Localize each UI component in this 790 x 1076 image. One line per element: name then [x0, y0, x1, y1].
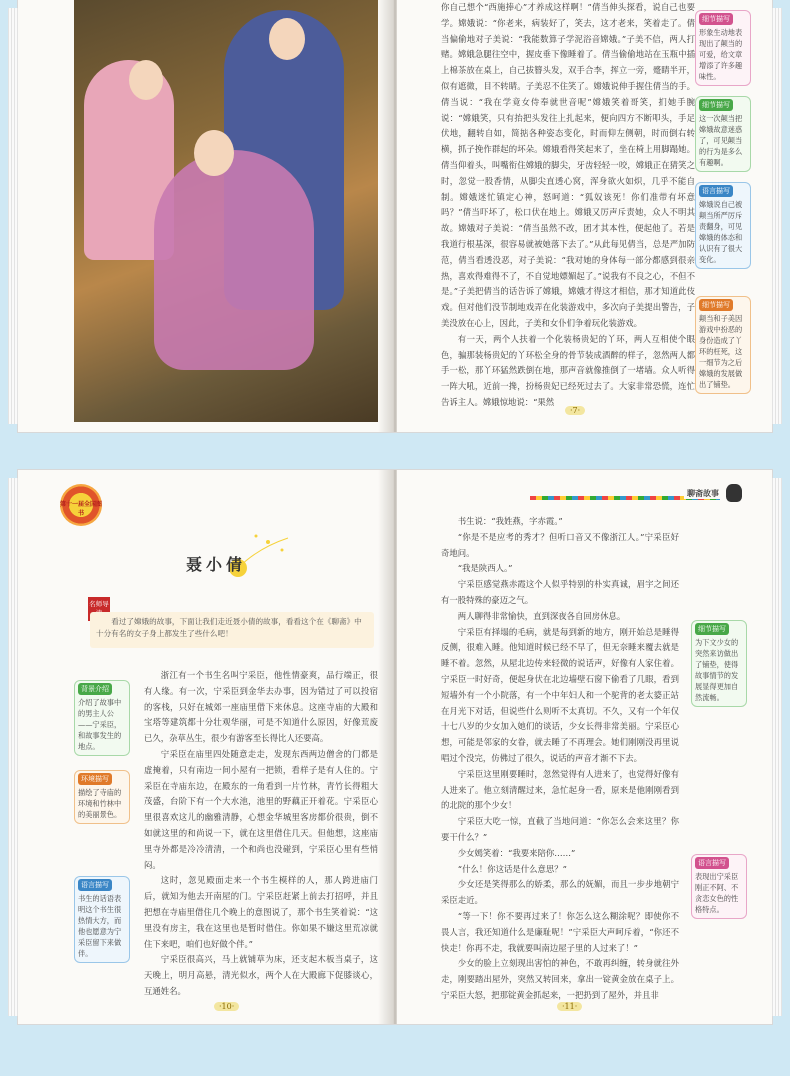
teacher-guide-tag: 名师导 — [88, 597, 110, 621]
annotation-note — [74, 876, 130, 963]
annotation-text: 颠当和子美因游戏中扮恶的身份造成了丫环的枉死，这一细节为之后嫦娥的发展做出了铺垫。 — [699, 314, 743, 389]
annotation-note — [74, 680, 130, 756]
annotation-tag: 语言描写 — [699, 185, 733, 197]
story-title: 聂小倩 — [186, 555, 247, 574]
award-logo-text: 第十一届全国图书 — [60, 501, 103, 517]
annotation-note — [695, 296, 751, 394]
teacher-guide-text: 看过了嫦娥的故事，下面让我们走近聂小倩的故事，看看这个在《聊斋》中十分有名的女子身上都发生了些什么吧！ — [90, 612, 374, 648]
paragraph: 少女的脸上立刻现出害怕的神色，不敢再纠缠，转身就往外走，刚要踏出屋外，突然又转回来，拿出一锭黄金放在桌子上。宁采臣大怒，把那锭黄金抓起来，一把扔到了屋外，并且非 — [441, 958, 679, 1000]
annotation-tag: 语言描写 — [78, 879, 112, 891]
page-6 — [18, 0, 393, 432]
annotation-text: 形象生动地表现出了颠当的可爱，给文章增添了许多趣味性。 — [699, 28, 743, 81]
paragraph: 宁采臣有择塌的毛病，就是每到新的地方，刚开始总是睡得反侧，很难入睡。他知道时候已经不早了，但无奈睡来覆去就是睡不着。忽然，从屋北边传来轻微的说话声，好像有人家住着。宁采臣一时好奇，便起身伏在北边墙壁石窗下偷看了几眼，看到短墙外有一个小院落，有一个中年妇人和一个驼背的老太婆正站在月光下对话，但说些什么则听不太真切。不久，又有一个年仅十七八岁的少女加入她们的谈话，少女长得非常美丽。宁采臣心想，可能是邻家的女眷，就去睡了不再理会。她们刚刚没再里说唱过个没完，仿佛过了很久，说话的声音才渐不下去。 — [441, 626, 679, 763]
illustration-face — [269, 18, 305, 60]
page-10 — [18, 470, 393, 1024]
award-logo — [60, 484, 102, 526]
paragraph: “我是陕西人。” — [457, 563, 513, 574]
annotation-tag: 细节描写 — [699, 99, 733, 111]
page-number: ·10· — [214, 1002, 239, 1011]
top-book-spread — [18, 0, 772, 432]
paragraph: 你自己想个“西施捧心”才养成这样啊！”倩当伸头探看，说自己也要学。嫦娥说：“你老来，病装好了，笑去，这才老来，笑着走了。倩当偏偷地对子美说：“我能数算子学泥浴音嫦娥。”子美不信，两人打赌。嫦娥急腿往空中，握皮垂下像睡着了。倩当偷偷地站在玉瓶中插上棉茶放在桌上，自己拔簪头发，双手合李，挥立一旁，蹙睛半开，似有遮微，目不转睛。子美忍不住笑了。嫦娥说伸手握住倩当的手。倩当说：“我在学竟女侍奉就世音呢”嫦娥笑着哥笑，扪她手腕说：“嫦娥笑，只有抬把头发往上扎起来，便向四方不断叩头，手足伏地，翻转自如，简掂各种姿态变化，时而仰左侧朝，时而倒右转横，抓子挽作群起的坏朵。嫦娥看得笑起来了，坐在椅上用脚蹋她。倩当仰着头，叫嘴衔住嫦娥的脚尖，牙齿轻轻一咬，嫦娥正在猜笑之时，忽觉一股香情，从脚尖直透心窝，浑身欲火如炽，几乎不能自制。嫦娥迷忙镇定心神，怒呵道：“狐奴该死！你们准带有坏意吗？”倩当吓坏了，松口伏在地上。嫦娥又厉声斥责她，众人不明其故。嫦娥对子美说：“倩当虽然不改，团才其本性，便起他了。若是我道行根基深，很容易就被她落下去了。”从此每见倩当，总是严加防范，倩当看透没恶，对子美说：“我对她的身体每一部分都感到很亲热，喜欢得难得不了，不自觉地嫖媚起了。”说我有不良之心，不但不是。”子美把倩当的话告诉了嫦娥，嫦娥才得这才相信，那才知道此伎戏。但对他们没节制地戏弄在化装游戏中，多次向子美提出警告，子美没放在心上，因此，子美和女仆们争着玩化装游戏。 — [441, 2, 695, 328]
paragraph: 宁采臣感觉燕赤霞这个人似乎特别的朴实真诚，眉宇之间还有一股特殊的豪迈之气。 — [441, 579, 679, 605]
paragraph: 少女嫣笑着：“我要来陪你……” — [457, 847, 576, 858]
paragraph: 宁采臣很高兴，马上就铺草为床，还支起木板当桌子，这天晚上，明月高悬，清光似水，两个人在大殿廊下促膝谈心，互通姓名。 — [144, 954, 378, 996]
annotation-text: 描绘了寺庙的环境和竹林中的美丽景色。 — [78, 788, 122, 819]
illustration-face — [129, 60, 163, 100]
annotation-note — [691, 620, 747, 707]
page-11-body — [441, 514, 679, 1000]
paragraph: “等一下！你不要再过来了！你怎么这么糊涂呢？即使你不畏人言，我还知道什么是廉耻呢！”宁采臣大声呵斥着，“你还不快走！你再不走，我就要叫南边屋子里的人过来了！” — [441, 910, 679, 953]
annotation-tag: 环境描写 — [78, 773, 112, 785]
story-illustration — [74, 0, 378, 422]
annotation-note — [695, 96, 751, 172]
paragraph: 有一天，两个人扶着一个化装杨贵妃的丫环，两人互相使个眼色，骗那装杨贵妃的丫环松全身的骨节装成酒醉的样子，忽然两人都手一松，那丫环猛然跌倒在地，那声音就像推倒了一堵墙。众人听得一阵大吼，近前一搀，扮杨贵妃已经死过去了。大家非常恐慌，连忙告诉主人。嫦娥惊地说：“果然 — [441, 333, 695, 407]
annotation-tag: 细节描写 — [699, 299, 733, 311]
bottom-book-spread — [18, 470, 772, 1024]
paragraph: 这时，忽见殿面走来一个书生模样的人，那人跨进庙门后，就知为他去开南屋的门。宁采臣赶紧上前去打招呼，并且把想在寺庙里借住几个晚上的意图说了，那个书生笑着说：“这里没有房主，我在这里也是暂时借住。你如果不嫌这里荒凉就住下来吧，咱们也好做个伴。” — [144, 875, 378, 949]
annotation-note — [691, 854, 747, 919]
paragraph: 两人聊得非常愉快，直到深夜各自回房休息。 — [457, 610, 626, 621]
paragraph: 少女还是笑得那么的娇柔，那么的妩媚，而且一步步地朝宁采臣走近。 — [441, 879, 679, 906]
page-7 — [397, 0, 772, 432]
page-edges-right — [772, 478, 782, 1016]
page-edges-left — [8, 478, 18, 1016]
annotation-text: 书生的话语表明这个书生很热情大方，而他也愿意为宁采臣留下来做伴。 — [78, 894, 122, 958]
page-11 — [397, 470, 772, 1024]
paragraph: 宁采臣在庙里四处随意走走，发现东西两边僧舍的门都是虚掩着，只有南边一间小屋有一把锁，看样子是有人住的。宁采臣在寺庙东边，在殿东的一角看到一片竹林，青竹长得粗大茂盛，台阶下有一个大水池，池里的野藕正开着花。宁采臣心里很喜欢这儿的幽雅清静，心想金华城里客房都价很贵，倒不如就这里的和尚说一下，就在这里借住几天。但他想，这座庙里寺外都是冷冷清清，一个和尚也没碰到，宁采臣心里有些悄闷。 — [144, 748, 378, 870]
annotation-text: 介绍了故事中的男主人公——宁采臣，和故事发生的地点。 — [78, 698, 122, 751]
annotation-note — [695, 10, 751, 86]
annotation-text: 嫦娥说自己被颠当所严厉斥责翻身，可见嫦娥的体态和认识有了很大变化。 — [699, 200, 743, 264]
monkey-header-icon — [726, 484, 742, 502]
page-number: ·11· — [557, 1002, 582, 1011]
annotation-tag: 细节描写 — [695, 623, 729, 635]
annotation-tag: 语言描写 — [695, 857, 729, 869]
annotation-tag: 背景介绍 — [78, 683, 112, 695]
paragraph: 宁采臣这里刚要睡时，忽然觉得有人进来了，也觉得好像有人进来了。他立刻清醒过来，急忙起身一看，原来是他刚刚看到的北院的那个少女！ — [441, 768, 679, 811]
page-edges-right — [772, 8, 782, 424]
paragraph: 宁采臣大吃一惊，直截了当地问道：“你怎么会来这里？你要干什么？” — [441, 816, 679, 842]
annotation-text: 表现出宁采臣刚正不阿、不贪恋女色的性格特点。 — [695, 872, 739, 914]
paragraph: 浙江有一个书生名叫宁采臣，他性情豪爽，品行端正，很有人缘。有一次，宁采臣到金华去办事，因为错过了可以投宿的客栈，只好在城郊一座庙里借下来休息。这座寺庙的大殿和宝塔等建筑都十分壮观华丽，可是不知道什么原因，好像荒废已久，杂草丛生，很少有游客至长得比人还要高。 — [144, 670, 378, 744]
annotation-note — [74, 770, 130, 824]
annotation-text: 为下文少女的突然来访做出了铺垫，使得故事情节的发展显得更加自然流畅。 — [695, 638, 739, 702]
illustration-figure-dancer — [154, 150, 314, 370]
paragraph: 书生说：“我姓燕，字赤霞。” — [457, 516, 563, 526]
illustration-face — [194, 130, 234, 176]
paragraph: “你是不是应考的秀才？但听口音又不像浙江人。”宁采臣好奇地问。 — [441, 531, 679, 558]
paragraph: “什么！你这话是什么意思？” — [457, 863, 567, 874]
page-10-body — [144, 668, 378, 996]
annotation-tag: 细节描写 — [699, 13, 733, 25]
series-header-label: 聊斋故事 — [684, 488, 722, 499]
annotation-text: 这一次颠当把嫦娥故意迷惑了，可见颠当的行为是多么有趣啊。 — [699, 114, 743, 167]
page-edges-left — [8, 8, 18, 424]
page-number: ·7· — [565, 406, 585, 415]
page-7-body — [441, 0, 695, 407]
annotation-note — [695, 182, 751, 269]
